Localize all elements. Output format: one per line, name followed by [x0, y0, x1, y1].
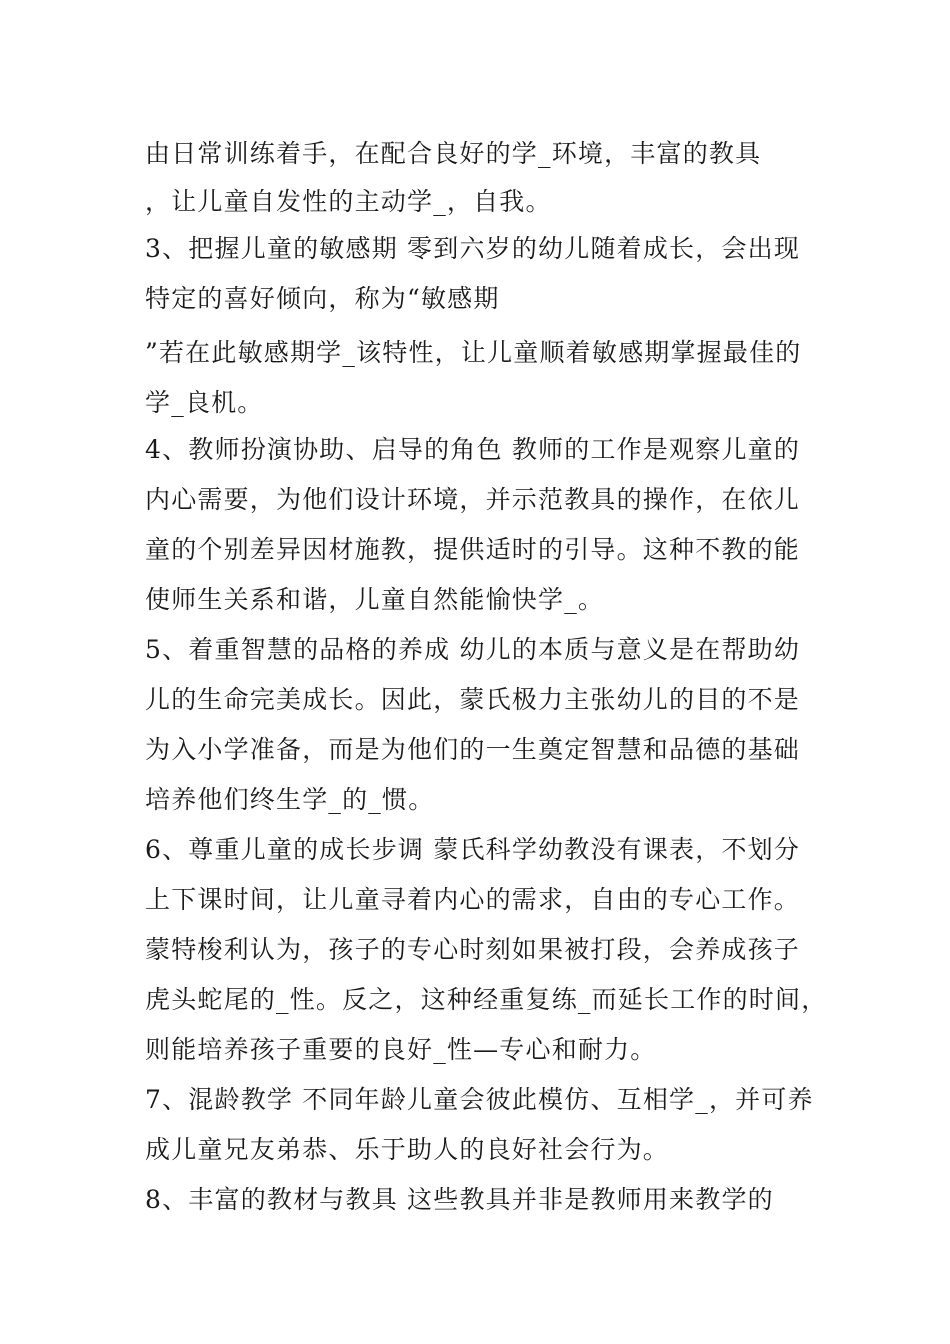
text-line: 特定的喜好倾向，称为“敏感期: [145, 284, 500, 313]
text-line: 培养他们终生学_的_惯。: [145, 785, 435, 814]
text-line: 儿的生命完美成长。因此，蒙氏极力主张幼儿的目的不是: [145, 685, 801, 714]
text-line: ”若在此敏感期学_该特性，让儿童顺着敏感期掌握最佳的: [145, 338, 802, 367]
text-line: 为入小学准备，而是为他们的一生奠定智慧和品德的基础: [145, 735, 801, 764]
paragraph-5-heading-line: 5、着重智慧的品格的养成 幼儿的本质与意义是在帮助幼: [145, 635, 801, 664]
text-line: 虎头蛇尾的_性。反之，这种经重复练_而延长工作的时间，: [145, 985, 828, 1014]
text-line: 内心需要，为他们设计环境，并示范教具的操作，在依儿: [145, 485, 801, 514]
text-line: 童的个别差异因材施教，提供适时的引导。这种不教的能: [145, 535, 801, 564]
paragraph-7-heading-line: 7、混龄教学 不同年龄儿童会彼此模仿、互相学_，并可养: [145, 1085, 814, 1114]
text-line: 学_良机。: [145, 388, 264, 417]
text-line: 由日常训练着手，在配合良好的学_环境，丰富的教具: [145, 139, 762, 168]
text-line: 则能培养孩子重要的良好_性—专心和耐力。: [145, 1035, 657, 1064]
text-line: 蒙特梭利认为，孩子的专心时刻如果被打段，会养成孩子: [145, 935, 801, 964]
paragraph-4-heading-line: 4、教师扮演协助、启导的角色 教师的工作是观察儿童的: [145, 435, 801, 464]
paragraph-8-heading-line: 8、丰富的教材与教具 这些教具并非是教师用来教学的: [145, 1185, 774, 1214]
paragraph-3-heading-line: 3、把握儿童的敏感期 零到六岁的幼儿随着成长，会出现: [145, 234, 801, 263]
text-line: 使师生关系和谐，儿童自然能愉快学_。: [145, 585, 605, 614]
text-line: 成儿童兄友弟恭、乐于助人的良好社会行为。: [145, 1135, 670, 1164]
text-line: ，让儿童自发性的主动学_，自我。: [145, 187, 552, 216]
text-line: 上下课时间，让儿童寻着内心的需求，自由的专心工作。: [145, 885, 801, 914]
paragraph-6-heading-line: 6、尊重儿童的成长步调 蒙氏科学幼教没有课表，不划分: [145, 835, 801, 864]
